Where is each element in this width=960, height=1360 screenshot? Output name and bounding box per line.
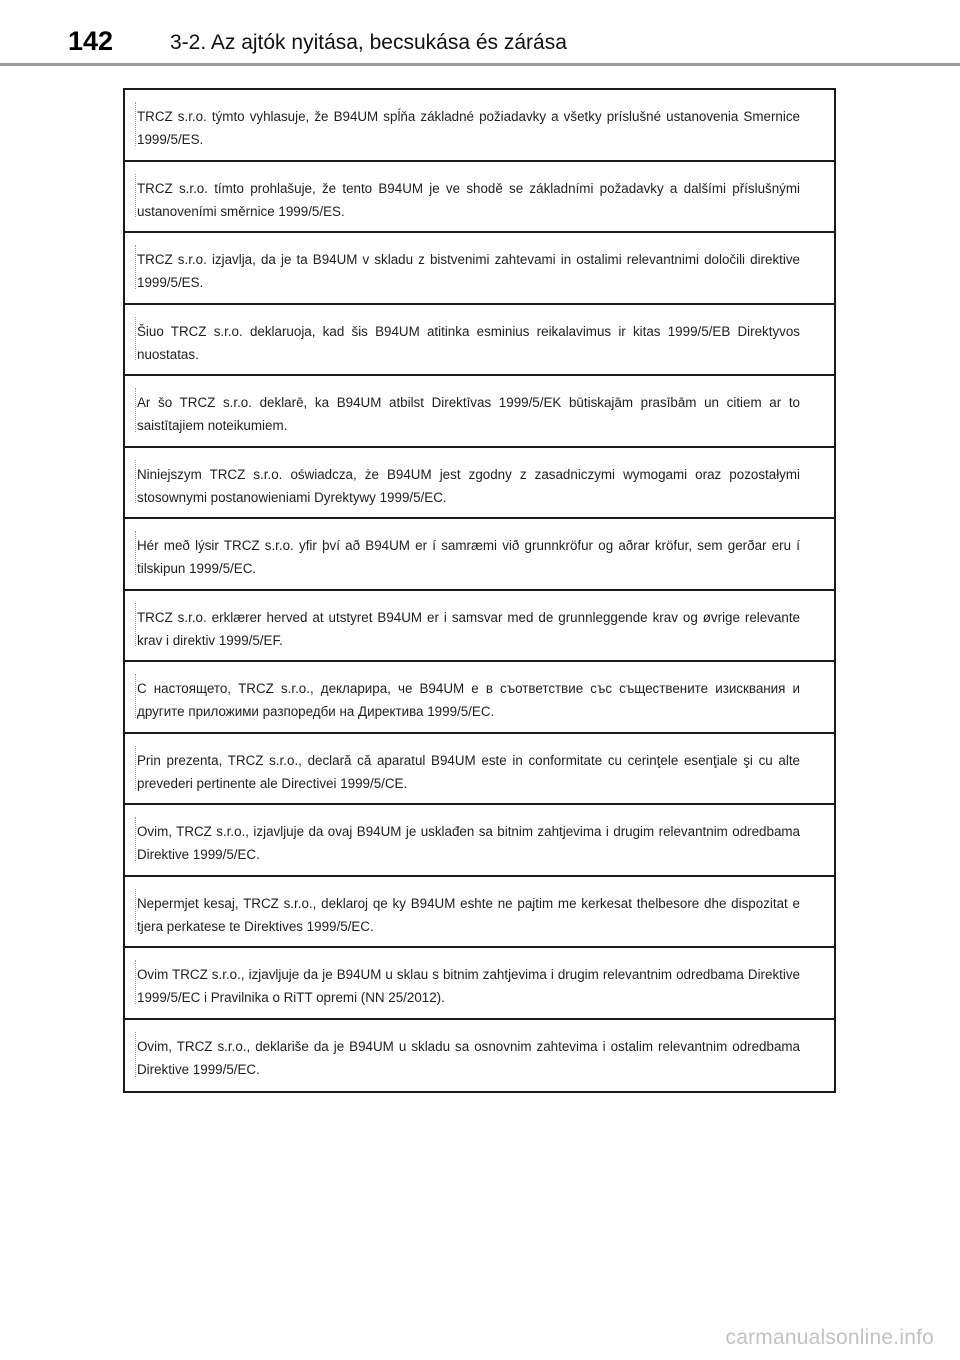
declaration-text: Ar šo TRCZ s.r.o. deklarē, ka B94UM atbilst Direktīvas 1999/5/EK būtiskajām prasībām un citiem ar to saistītajiem noteikumiem.: [137, 395, 800, 433]
declaration-row-slovenian: [125, 233, 834, 305]
declaration-text: Šiuo TRCZ s.r.o. deklaruoja, kad šis B94UM atitinka esminius reikalavimus ir kitas 1999/5/EB Direktyvos nuostatas.: [137, 323, 800, 362]
declaration-row-bosnian: [125, 805, 834, 877]
declaration-text: TRCZ s.r.o. erklærer herved at utstyret B94UM er i samsvar med de grunnleggende krav og øvrige relevante krav i direktiv 1999/5/EF.: [137, 609, 800, 648]
declaration-text: TRCZ s.r.o. týmto vyhlasuje, že B94UM spĺňa základné požiadavky a všetky príslušné ustanovenia Smernice 1999/5/ES.: [137, 109, 800, 147]
page-number: 142: [68, 26, 114, 56]
declaration-row-norwegian: [125, 591, 834, 663]
declaration-row-serbian: [125, 1020, 834, 1092]
declaration-text: С настоящето, TRCZ s.r.o., декларира, че B94UM е в съответствие със съществените изисквания и другите приложими разпоредби на Директива 1999/5/ЕС.: [137, 681, 800, 719]
declaration-row-polish: [125, 448, 834, 520]
declaration-text: Ovim TRCZ s.r.o., izjavljuje da je B94UM u sklau s bitnim zahtjevima i drugim relevantnim odredbama Direktive 1999/5/EC i Pravilnika o RiTT opremi (NN 25/2012).: [137, 967, 800, 1005]
declaration-text: Ovim, TRCZ s.r.o., izjavljuje da ovaj B94UM je usklađen sa bitnim zahtjevima i drugim relevantnim odredbama Direktive 1999/5/EC.: [137, 824, 800, 862]
declaration-row-icelandic: [125, 519, 834, 591]
declaration-text: Hér með lýsir TRCZ s.r.o. yfir því að B94UM er í samræmi við grunnkröfur og aðrar kröfur, sem gerðar eru í tilskipun 1999/5/EC.: [137, 538, 800, 576]
page-header: [0, 0, 960, 66]
declaration-row-albanian: [125, 877, 834, 949]
declaration-row-latvian: [125, 376, 834, 448]
declaration-row-slovak: [125, 90, 834, 162]
declaration-row-lithuanian: [125, 305, 834, 377]
declaration-row-czech: [125, 162, 834, 234]
declaration-text: Niniejszym TRCZ s.r.o. oświadcza, że B94UM jest zgodny z zasadniczymi wymogami oraz pozostałymi stosownymi postanowieniami Dyrektywy 1999/5/EC.: [137, 466, 800, 505]
declarations-table: [123, 88, 836, 1093]
declaration-text: Nepermjet kesaj, TRCZ s.r.o., deklaroj qe ky B94UM eshte ne pajtim me kerkesat thelbesore dhe dispozitat e tjera perkatese te Direktives 1999/5/EC.: [137, 895, 800, 934]
declaration-row-bulgarian: [125, 662, 834, 734]
declaration-text: TRCZ s.r.o. izjavlja, da je ta B94UM v skladu z bistvenimi zahtevami in ostalimi relevantnimi določili direktive 1999/5/ES.: [137, 252, 800, 290]
section-title: 3-2. Az ajtók nyitása, becsukása és zárása: [170, 31, 567, 54]
declaration-text: Ovim, TRCZ s.r.o., deklariše da je B94UM u skladu sa osnovnim zahtevima i ostalim relevantnim odredbama Direktive 1999/5/EC.: [137, 1038, 800, 1077]
declaration-text: Prin prezenta, TRCZ s.r.o., declară că aparatul B94UM este in conformitate cu cerinţele esenţiale şi cu alte prevederi pertinente ale Directivei 1999/5/CE.: [137, 752, 800, 791]
declaration-row-croatian: [125, 948, 834, 1020]
declaration-row-romanian: [125, 734, 834, 806]
declaration-text: TRCZ s.r.o. tímto prohlašuje, že tento B94UM je ve shodě se základními požadavky a dalšími příslušnými ustanoveními směrnice 1999/5/ES.: [137, 180, 800, 219]
site-watermark: carmanualsonline.info: [725, 1326, 934, 1349]
